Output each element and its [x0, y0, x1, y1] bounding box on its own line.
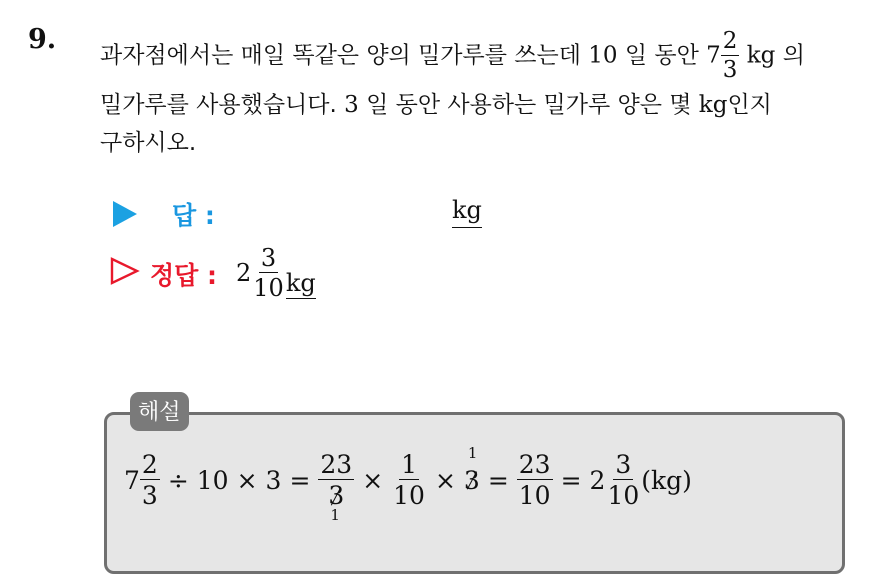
denominator: 10 [253, 274, 284, 302]
equals-sign: = [289, 465, 311, 495]
numerator: 23 [518, 450, 551, 479]
numerator: 3 [615, 450, 632, 479]
numerator: 2 [141, 450, 158, 479]
fraction [140, 452, 160, 508]
equals-sign: = [487, 465, 509, 495]
answer-arrow-icon [113, 201, 137, 227]
question-line-3: 구하시오. [100, 130, 197, 156]
question-text: 과자점에서는 매일 똑같은 양의 밀가루를 쓰는데 [100, 42, 581, 69]
number: 3 [265, 465, 282, 495]
denominator: 10 [393, 481, 425, 510]
fraction [391, 452, 427, 508]
times-sign: × [434, 465, 456, 495]
cancelled-factor [463, 443, 480, 495]
numerator: 3 [260, 244, 277, 272]
unit: (kg) [641, 465, 692, 495]
numerator: 23 [320, 450, 353, 479]
denominator: 10 [518, 481, 551, 510]
fraction [318, 450, 354, 524]
cancelled-digit: 3 [463, 465, 480, 495]
question-number: 9. [28, 24, 57, 55]
answer-unit: kg [452, 196, 482, 228]
mixed-whole: 2 [236, 259, 252, 287]
mixed-whole: 2 [589, 465, 606, 495]
mixed-number [124, 452, 160, 508]
times-sign: × [362, 465, 384, 495]
numerator: 1 [401, 450, 418, 479]
correct-answer [236, 246, 316, 300]
unit: kg [285, 269, 316, 297]
solution-equation [124, 443, 692, 524]
question-line-2 [100, 86, 772, 119]
question-text: 밀가루를 사용했습니다. [100, 92, 337, 118]
question-line-1 [100, 30, 805, 82]
correct-label: 정답 : [150, 261, 218, 290]
fraction [721, 30, 740, 82]
fraction [605, 452, 641, 508]
unit: kg [746, 42, 776, 69]
times-sign: × [236, 465, 258, 495]
fraction [251, 246, 286, 300]
reduced-value: 1 [467, 443, 478, 462]
divide-sign: ÷ [167, 465, 189, 495]
question-text: 의 [782, 42, 805, 69]
denominator-cancelled [326, 480, 346, 524]
mixed-whole: 7 [706, 42, 721, 69]
denominator: 3 [141, 481, 158, 510]
denominator: 10 [607, 481, 640, 510]
question-text: 일 동안 사용하는 밀가루 양은 몇 [366, 92, 692, 118]
answer-label: 답 : [172, 201, 215, 230]
correct-arrow-icon [110, 257, 140, 285]
numerator: 2 [722, 28, 738, 54]
question-text: 일 동안 [624, 42, 699, 69]
fraction [517, 452, 553, 508]
mixed-whole: 7 [124, 465, 140, 495]
question-text: 인지 [727, 92, 772, 118]
equals-sign: = [560, 465, 582, 495]
question-days: 10 [588, 42, 618, 69]
question-days: 3 [344, 92, 359, 118]
mixed-number [590, 452, 642, 508]
solution-tab: 해설 [130, 392, 189, 431]
number: 10 [196, 465, 229, 495]
unit: kg [698, 92, 728, 118]
cancelled-digit: 3 [328, 481, 345, 510]
denominator: 3 [722, 57, 738, 83]
reduced-value: 1 [330, 506, 340, 524]
